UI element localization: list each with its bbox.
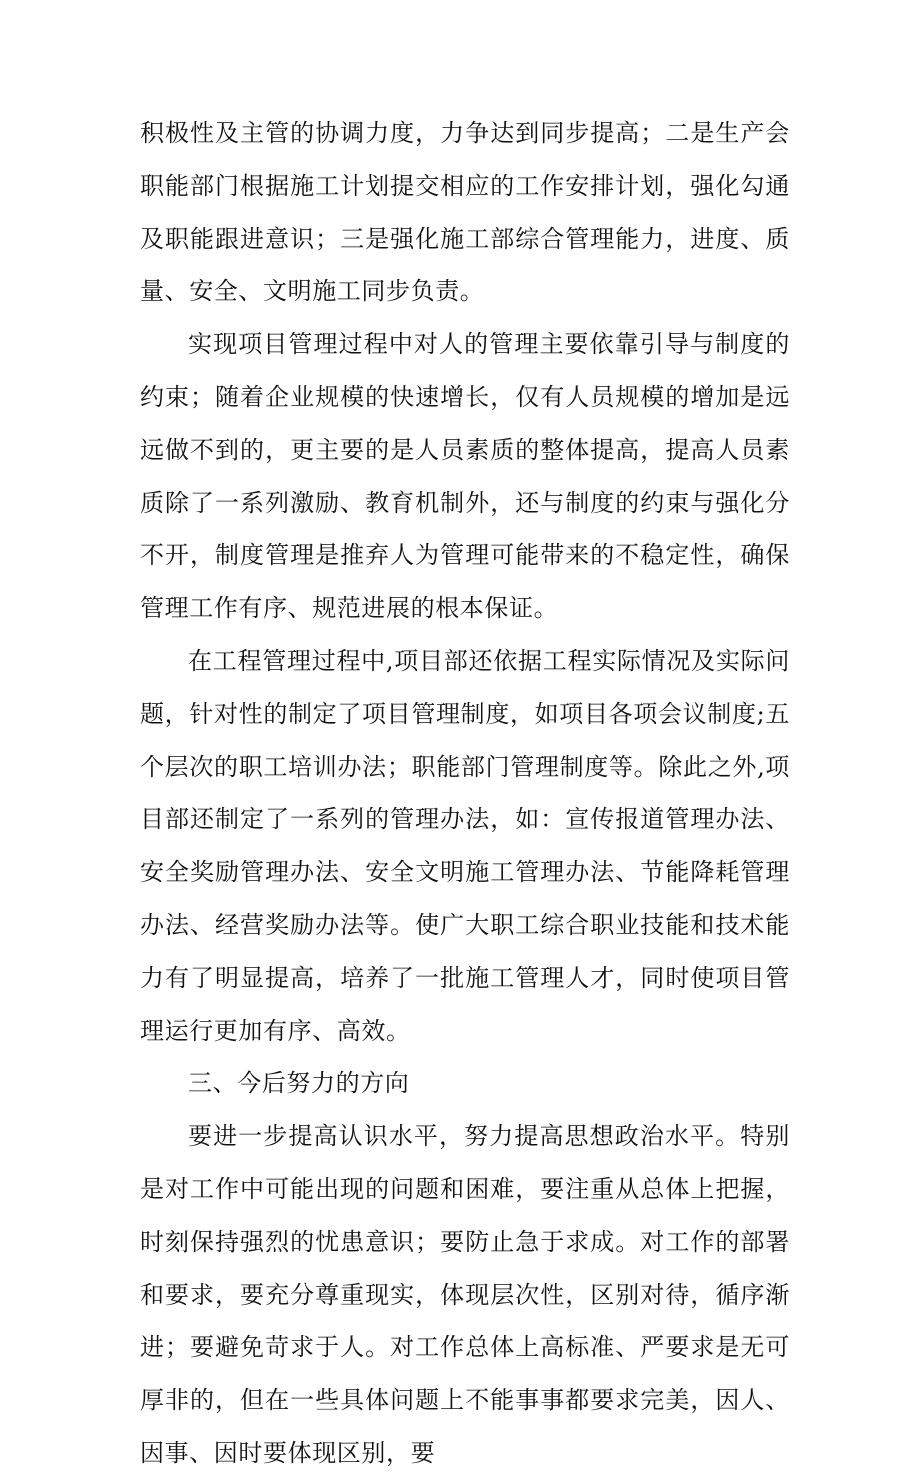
document-body [140,107,790,1480]
paragraph-2: 实现项目管理过程中对人的管理主要依靠引导与制度的约束；随着企业规模的快速增长，仅有人员规模的增加是远远做不到的，更主要的是人员素质的整体提高，提高人员素质除了一系列激励、教育机制外，还与制度的约束与强化分不开，制度管理是推弃人为管理可能带来的不稳定性，确保管理工作有序、规范进展的根本保证。 [140,330,790,623]
paragraph-4: 要进一步提高认识水平，努力提高思想政治水平。特别是对工作中可能出现的问题和困难，要注重从总体上把握，时刻保持强烈的忧患意识；要防止急于求成。对工作的部署和要求，要充分尊重现实，体现层次性，区别对待，循序渐进；要避免苛求于人。对工作总体上高标准、严要求是无可厚非的，但在一些具体问题上不能事事都要求完美，因人、因事、因时要体现区别，要 [140,1122,790,1467]
section-heading: 三、今后努力的方向 [188,1069,410,1098]
paragraph-1: 积极性及主管的协调力度，力争达到同步提高；二是生产会职能部门根据施工计划提交相应的工作安排计划，强化勾通及职能跟进意识；三是强化施工部综合管理能力，进度、质量、安全、文明施工同步负责。 [140,119,790,306]
paragraph-3: 在工程管理过程中,项目部还依据工程实际情况及实际问题，针对性的制定了项目管理制度，如项目各项会议制度;五个层次的职工培训办法；职能部门管理制度等。除此之外,项目部还制定了一系列的管理办法，如：宣传报道管理办法、安全奖励管理办法、安全文明施工管理办法、节能降耗管理办法、经营奖励办法等。使广大职工综合职业技能和技术能力有了明显提高，培养了一批施工管理人才，同时使项目管理运行更加有序、高效。 [140,646,790,1045]
